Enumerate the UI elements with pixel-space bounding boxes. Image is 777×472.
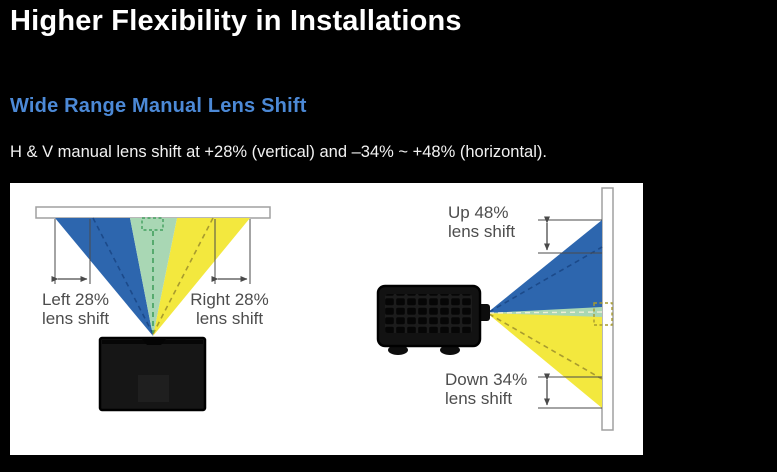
down-shift-label-line1: Down 34% <box>445 370 528 389</box>
left-shift-label <box>28 290 123 328</box>
left-shift-label-line2: lens shift <box>41 309 110 328</box>
page-title: Higher Flexibility in Installations <box>10 5 462 37</box>
lens-shift-diagram <box>10 183 643 455</box>
down-shift-label-line2: lens shift <box>445 389 513 408</box>
section-heading: Wide Range Manual Lens Shift <box>10 95 307 117</box>
projector-top-view <box>100 338 205 410</box>
screen-top-view <box>36 207 270 218</box>
down-shift-label <box>445 370 527 408</box>
up-shift-label-line2: lens shift <box>448 222 516 241</box>
right-shift-label-line1: Right 28% <box>190 290 269 309</box>
section-description: H & V manual lens shift at +28% (vertical) and –34% ~ +48% (horizontal). <box>10 143 547 161</box>
projector-side-view <box>378 286 490 355</box>
up-shift-label-line1: Up 48% <box>448 203 509 222</box>
up-shift-label <box>448 203 515 241</box>
right-shift-label <box>182 290 277 328</box>
right-shift-label-line2: lens shift <box>195 309 264 328</box>
left-shift-label-line1: Left 28% <box>41 290 110 309</box>
